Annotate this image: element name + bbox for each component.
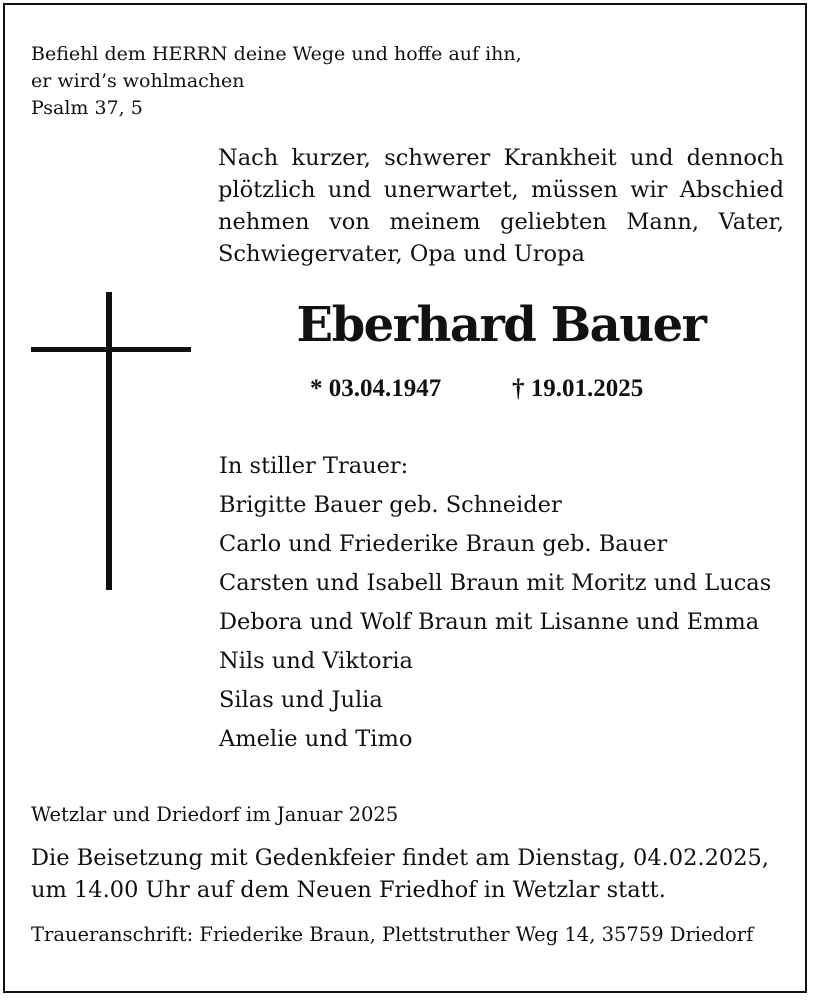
- mourning-address: Traueranschrift: Friederike Braun, Plettstruther Weg 14, 35759 Driedorf: [31, 923, 754, 946]
- mourner-name: Nils und Viktoria: [219, 648, 413, 674]
- mourner-name: Amelie und Timo: [219, 726, 413, 752]
- intro-text: Nach kurzer, schwerer Krankheit und dennoch plötzlich und unerwartet, müssen wir Abschied nehmen von meinem geliebten Mann, Vater, Schwiegervater, Opa und Uropa: [218, 145, 784, 267]
- funeral-line: Die Beisetzung mit Gedenkfeier findet am Dienstag, 04.02.2025,: [31, 845, 770, 871]
- mourner-name: Carsten und Isabell Braun mit Moritz und Lucas: [219, 570, 772, 596]
- mourner-name: Silas und Julia: [219, 687, 383, 713]
- mourner-name: Brigitte Bauer geb. Schneider: [219, 492, 562, 518]
- bible-verse: [31, 41, 522, 122]
- verse-line: er wird’s wohlmachen: [31, 70, 245, 92]
- death-date: † 19.01.2025: [512, 375, 644, 402]
- deceased-name: Eberhard Bauer: [296, 297, 706, 353]
- cross-icon-bar: [31, 347, 191, 352]
- birth-date: * 03.04.1947: [310, 375, 442, 402]
- mourner-name: Debora und Wolf Braun mit Lisanne und Emma: [219, 609, 760, 635]
- mourner-name: Carlo und Friederike Braun geb. Bauer: [219, 531, 668, 557]
- funeral-line: um 14.00 Uhr auf dem Neuen Friedhof in Wetzlar statt.: [31, 877, 666, 903]
- verse-reference: Psalm 37, 5: [31, 97, 143, 119]
- mourners-heading: In stiller Trauer:: [219, 453, 409, 479]
- life-dates: [0, 372, 815, 408]
- verse-line: Befiehl dem HERRN deine Wege und hoffe auf ihn,: [31, 43, 522, 65]
- place-and-date: Wetzlar und Driedorf im Januar 2025: [31, 803, 399, 826]
- mourners-list: [219, 447, 771, 759]
- funeral-info: [31, 842, 769, 906]
- cross-icon: [106, 292, 112, 590]
